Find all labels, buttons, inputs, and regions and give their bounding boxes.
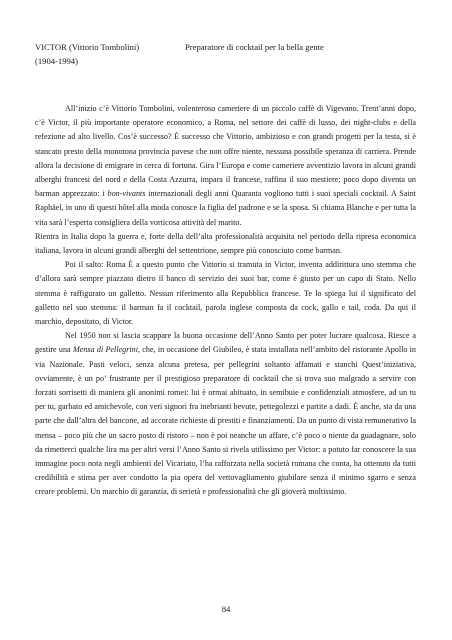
entry-name: VICTOR (Vittorio Tombolini) — [35, 42, 140, 52]
text-segment: Rientra in Italia dopo la guerra e, forte della dell’alta professionalità acquisita nel periodo della ripresa economica italiana, lavora in alcuni grandi alberghi del settentrione, sempre più conosciuto come barman. — [35, 231, 416, 256]
entry-years: (1904-1994) — [35, 55, 78, 66]
entry-header — [35, 41, 425, 68]
text-segment: internazionali degli anni Quaranta vogliono tutti i suoi speciali cocktail. A Saint Raphäel, in uno di questi hôtel alla moda conosce la figlia del padrone e se la sposa. Si chiama Blanche e per tutta la vita sarà l’esperta consigliera della vorticosa attività del marito. — [35, 189, 416, 227]
italic-phrase: bon-vivants — [107, 189, 146, 199]
text-segment: Poi il salto: Roma È a questo punto che Vittorio si tramuta in Victor, inventa addirittura uno stemma che d’allora sarà sempre piazzato dietro il banco di servizio dei suoi bar, come è giusto per un capo di Stato. Nello stemma è raffigurato un galletto. Nessun riferimento alla Repubblica francese. Te lo spiega lui il significato del galletto nel suo stemma: il barman fa il cocktail, parola inglese composta da cock, gallo e tail, coda. Da qui il marchio, depositato, di Victor. — [35, 260, 416, 327]
body-text — [35, 102, 416, 500]
paragraph-p1 — [35, 102, 416, 230]
text-segment: Nel 1950 non si lascia scappare la buona occasione dell’Anno Santo per poter lucrare qualcosa. Riesce a gestire una — [35, 331, 416, 355]
italic-phrase: Mensa di Pellegrini — [72, 345, 138, 355]
paragraph-p2 — [35, 230, 416, 258]
entry-role: Preparatore di cocktail per la bella gente — [185, 42, 324, 52]
paragraph-p4 — [35, 329, 416, 499]
paragraph-p3 — [35, 258, 416, 329]
text-segment: , che, in occasione del Giubileo, è stata installata nell’ambito del ristorante Apollo in via Nazionale. Pasti veloci, senza alcuna pretesa, per pellegrini soltanto affamati e stanchi Quest’iniziativa, ovviamente, è un po’ frustrante per il prestigioso preparatore di cocktail che si trova suo malgrado a servire con forzati sorrisetti di maniera gli anonimi romei: lui è ormai abituato, in semibuie e confidenziali atmosfere, ad un tu per tu, garbato ed amichevole, con veri signori fra inebrianti bevute, pettegolezzi e partite a dadi. È anche, sia da una parte che dall’altra del bancone, ad accorate richieste di prestiti e finanziamenti. Da un punto di vista remunerativo la mensa – poco più che un sacro posto di ristoro – non è poi neanche un affare, c’è poco o niente da guadagnare, solo da rimetterci qualche lira ma per altri versi l’Anno Santo si rivela utilissimo per Victor: a potuto far conoscere la sua immagine poco nota negli ambienti del Vicariato, l’ha rafforzata nella società romana che conta, ha ottenuto da tutti credibilità e stima per aver condotto la pia opera del vettovagliamento giubilare senza il minimo sgarro e senza creare problemi. Un marchio di garanzia, di serietà e professionalità che gli gioverà moltissimo. — [35, 345, 416, 497]
page-number: 84 — [221, 604, 231, 614]
text-segment: All’inizio c’è Vittorio Tombolini, volenteroso cameriere di un piccolo caffè di Vigevano. Trent’anni dopo, c’è Victor, il più importante operatore economico, a Roma, nel settore dei caffè di lusso, dei night-clubs e della refezione ad alto livello. Cos’è successo? È successo che Vittorio, ambizioso e con grandi progetti per la testa, si è stancato presto della monotona provincia pavese che non offre niente, nessuna possibile speranza di carriera. Prende allora la decisione di emigrare in cerca di fortuna. Gira l’Europa e come cameriere avventizio lavora in alcuni grandi alberghi francesi del nord e della Costa Azzurra, impara il francese, raffina il suo mestiere; poco dopo diventa un barman apprezzato: i — [35, 104, 416, 199]
